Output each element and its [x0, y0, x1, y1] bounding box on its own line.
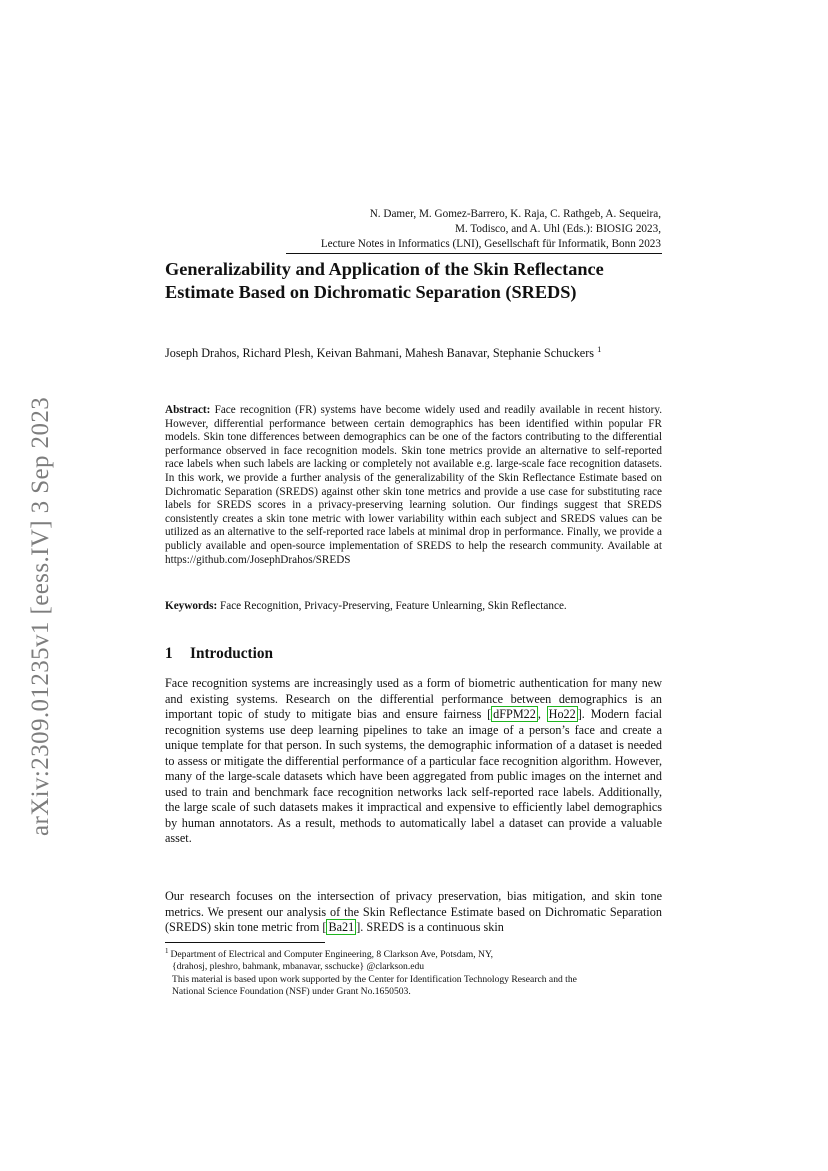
intro-p2-text-b: ]. SREDS is a continuous skin [356, 920, 504, 934]
citation-separator: , [537, 707, 547, 721]
citation-link-ho22[interactable]: Ho22 [548, 707, 576, 721]
abstract [165, 404, 662, 567]
footnote-line-3: This material is based upon work supported by the Center for Identification Technology Research and the [172, 973, 577, 985]
keywords [165, 599, 662, 613]
footnote-line-2: {drahosj, pleshro, bahmank, mbanavar, sschucke} @clarkson.edu [172, 961, 425, 973]
header-line-1: N. Damer, M. Gomez-Barrero, K. Raja, C. Rathgeb, A. Sequeira, [369, 208, 661, 220]
intro-p2-text-a: Our research focuses on the intersection of privacy preservation, bias mitigation, and skin tone metrics. We present our analysis of the Skin Reflectance Estimate based on Dichromatic Separation (SREDS) skin tone metric from [ [165, 889, 662, 934]
abstract-label: Abstract: [165, 404, 211, 416]
intro-paragraph-1 [165, 676, 662, 847]
footnote-line-1 [165, 945, 665, 961]
footnote-affiliation: Department of Electrical and Computer Engineering, 8 Clarkson Ave, Potsdam, NY, [170, 949, 494, 961]
header-divider [286, 253, 662, 254]
header-line-3: Lecture Notes in Informatics (LNI), Gesellschaft für Informatik, Bonn 2023 [320, 238, 661, 251]
arxiv-identifier: arXiv:2309.01235v1 [eess.IV] 3 Sep 2023 [27, 396, 54, 836]
paper-title: Generalizability and Application of the Skin Reflectance Estimate Based on Dichromatic Separation (SREDS) [165, 259, 604, 302]
intro-paragraph-2 [165, 889, 662, 936]
footnote-line-4: National Science Foundation (NSF) under Grant No.1650503. [172, 986, 411, 998]
author-list [165, 341, 665, 361]
section-title: Introduction [190, 645, 274, 662]
citation-link-dfpm22[interactable]: dFPM22 [493, 707, 536, 721]
section-heading-introduction [165, 645, 662, 663]
keywords-label: Keywords: [165, 600, 218, 612]
author-footnote-mark: 1 [597, 344, 602, 354]
citation-link-ba21[interactable]: Ba21 [328, 920, 355, 934]
conference-header [258, 207, 661, 252]
abstract-text: Face recognition (FR) systems have become widely used and readily available in recent history. However, differential performance between certain demographics has been identified within popular FR models. Skin tone differences between demographics can be one of the factors contributing to the differential performance observed in face recognition models. Skin tone metrics provide an alternative to self-reported race labels when such labels are lacking or completely not available e.g. large-scale face recognition datasets. In this work, we provide a further analysis of the generalizability of the Skin Reflectance Estimate based on Dichromatic Separation (SREDS) against other skin tone metrics and provide a use case for substituting race labels for SREDS scores in a privacy-preserving learning solution. Our findings suggest that SREDS consistently creates a skin tone metric with lower variability within each subject and SREDS values can be utilized as an alternative to the self-reported race labels at minimal drop in performance. Finally, we provide a publicly available and open-source implementation of SREDS to help the research community. Available at https://github.com/JosephDrahos/SREDS [165, 404, 662, 566]
footnote-divider [165, 942, 325, 943]
footnote-mark: 1 [165, 947, 169, 955]
intro-p1-text-b: ]. Modern facial recognition systems use deep learning pipelines to take an image of a person’s face and create a unique template for that person. In such systems, the demographic information of a dataset is needed to assess or mitigate the differential performance of a particular face recognition algorithm. However, many of the large-scale datasets which have been aggregated from public images on the internet and used to train and benchmark face recognition networks lack self-reported race labels. Additionally, the large scale of such datasets makes it impractical and expensive to efficiently label demographics by human annotators. As a result, methods to automatically label a dataset can provide a valuable asset. [165, 707, 662, 845]
intro-p1-text-a: Face recognition systems are increasingly used as a form of biometric authentication for many new and existing systems. Research on the differential performance between demographics is an important topic of study to mitigate bias and ensure fairness [ [165, 676, 662, 721]
keywords-text: Face Recognition, Privacy-Preserving, Feature Unlearning, Skin Reflectance. [220, 600, 567, 612]
footnote [165, 945, 665, 998]
header-line-2: M. Todisco, and A. Uhl (Eds.): BIOSIG 2023, [455, 223, 661, 236]
section-number: 1 [165, 645, 173, 662]
author-names: Joseph Drahos, Richard Plesh, Keivan Bahmani, Mahesh Banavar, Stephanie Schuckers [165, 346, 595, 361]
